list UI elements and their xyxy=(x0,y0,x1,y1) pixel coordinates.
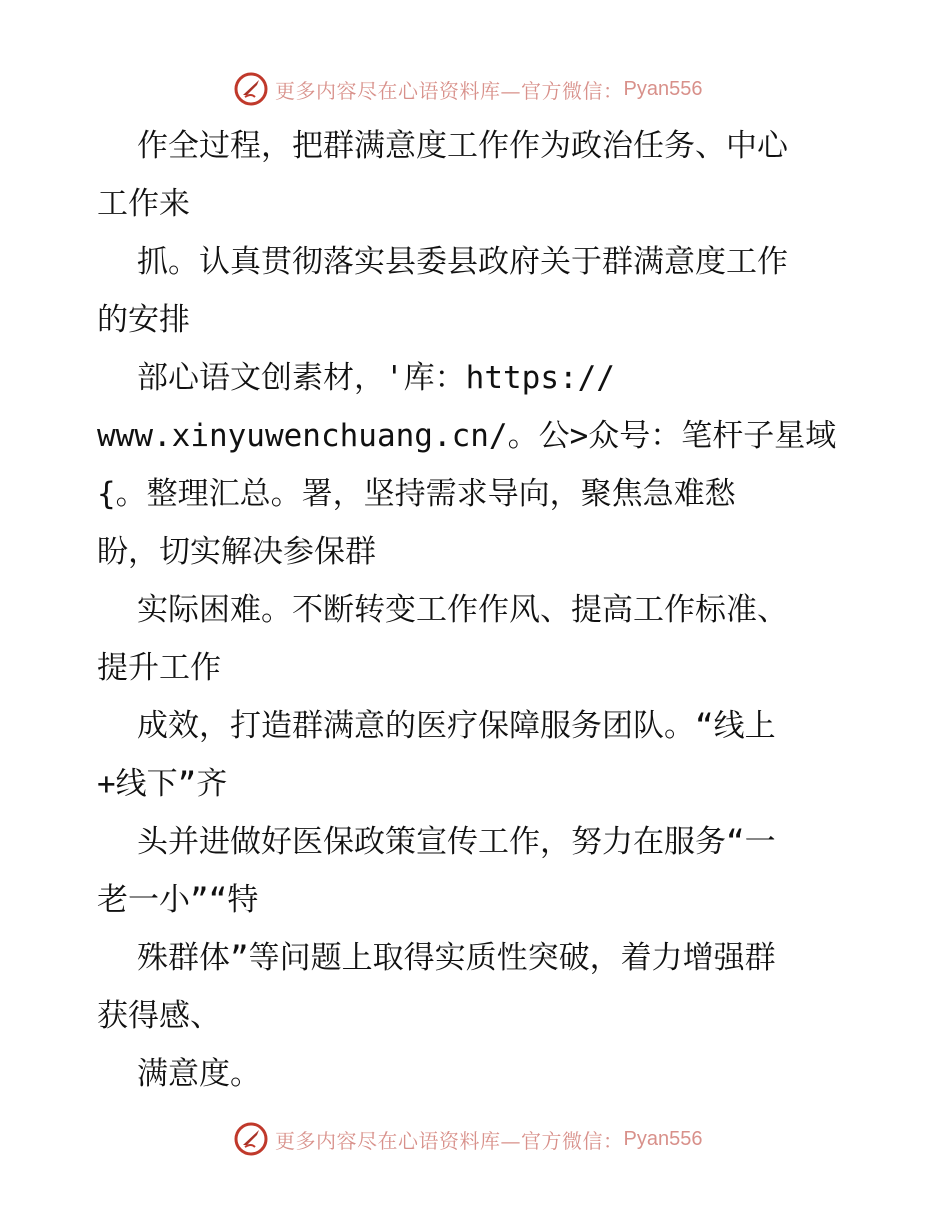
header-watermark xyxy=(233,70,702,108)
footer-watermark xyxy=(233,1120,702,1158)
text-line: 盼，切实解决参保群 xyxy=(97,534,376,570)
text-line: 满意度。 xyxy=(137,1056,261,1092)
watermark-text: 更多内容尽在心语资料库—官方微信： xyxy=(275,78,624,103)
quill-seal-icon xyxy=(233,1121,269,1157)
text-line: {。整理汇总。署，坚持需求导向，聚焦急难愁 xyxy=(97,476,736,512)
text-line: 提升工作 xyxy=(97,650,221,686)
text-line: 作全过程，把群满意度工作作为政治任务、中心 xyxy=(137,128,788,164)
text-line: www.xinyuwenchuang.cn/。公>众号：笔杆子星域 xyxy=(97,418,837,454)
text-line: 殊群体”等问题上取得实质性突破，着力增强群 xyxy=(137,940,776,976)
text-line: 老一小”“特 xyxy=(97,882,259,918)
text-line: 获得感、 xyxy=(97,998,221,1034)
text-line: 抓。认真贯彻落实县委县政府关于群满意度工作 xyxy=(137,244,788,280)
text-line: 的安排 xyxy=(97,302,190,338)
text-line: 部心语文创素材，'库：https:// xyxy=(137,360,615,396)
text-line: 实际困难。不断转变工作作风、提高工作标准、 xyxy=(137,592,788,628)
body-text xyxy=(97,117,887,1103)
watermark-id: Pyan556 xyxy=(623,1127,703,1150)
text-line: 头并进做好医保政策宣传工作，努力在服务“一 xyxy=(137,824,776,860)
text-line: 成效，打造群满意的医疗保障服务团队。“线上 xyxy=(137,708,776,744)
watermark-text: 更多内容尽在心语资料库—官方微信： xyxy=(275,1128,624,1153)
watermark-id: Pyan556 xyxy=(623,77,703,100)
quill-seal-icon xyxy=(233,71,269,107)
text-line: 工作来 xyxy=(97,186,190,222)
text-line: +线下”齐 xyxy=(97,766,228,802)
